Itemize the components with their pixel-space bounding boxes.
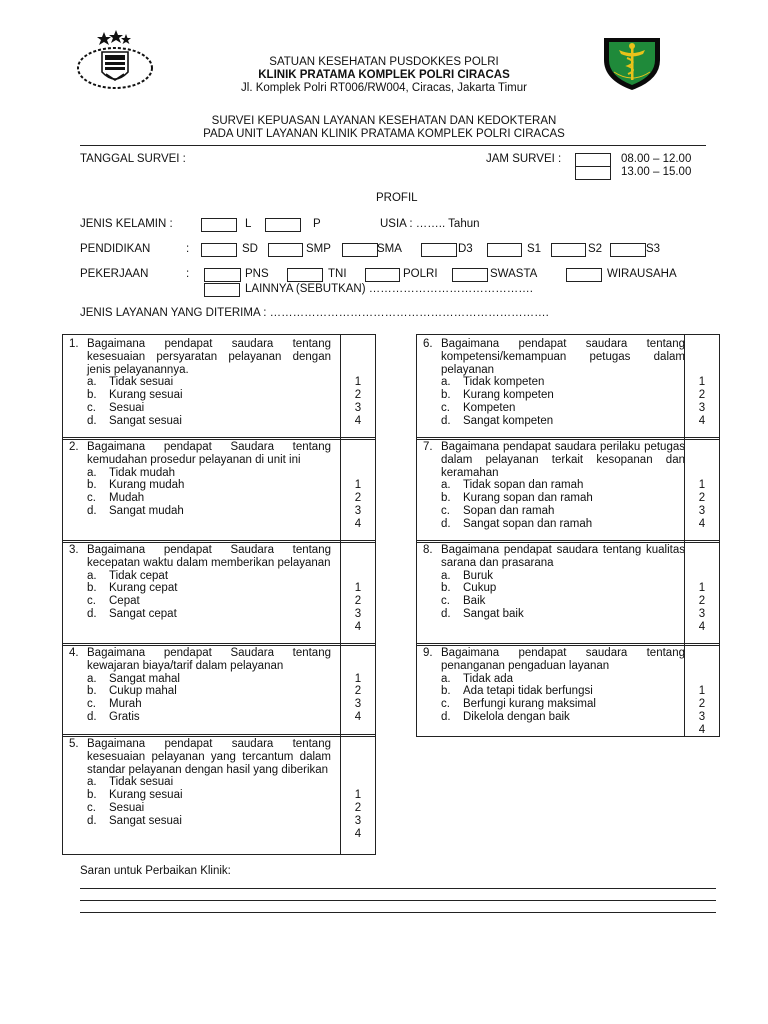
score-value[interactable]: 4 bbox=[698, 620, 706, 633]
gender-option-p: P bbox=[313, 218, 321, 230]
education-option-s3: S3 bbox=[646, 243, 661, 255]
score-column bbox=[684, 644, 719, 736]
question-number: 3. bbox=[69, 544, 79, 556]
option-letter: b. bbox=[87, 685, 97, 698]
age-field[interactable]: USIA : …….. Tahun bbox=[380, 218, 480, 230]
option-label: Sangat sesuai bbox=[109, 814, 182, 827]
education-option-sd: SD bbox=[242, 243, 258, 255]
score-value[interactable]: 4 bbox=[698, 517, 706, 530]
score-column bbox=[340, 438, 375, 542]
score-value[interactable]: 4 bbox=[698, 723, 706, 736]
option-label: Tidak cepat bbox=[109, 569, 169, 582]
option-label: Tidak sesuai bbox=[109, 376, 174, 389]
option-label: Cepat bbox=[109, 595, 140, 608]
option-letter: b. bbox=[87, 582, 97, 595]
job-option-wirausaha: WIRAUSAHA bbox=[607, 268, 677, 280]
question-number: 7. bbox=[423, 441, 433, 453]
option-label: Sopan dan ramah bbox=[463, 504, 555, 517]
answer-option[interactable] bbox=[423, 415, 685, 428]
option-label: Kurang sopan dan ramah bbox=[463, 492, 593, 505]
score-value[interactable]: 1 bbox=[698, 376, 706, 389]
answer-option[interactable] bbox=[69, 815, 331, 828]
option-letter: d. bbox=[441, 710, 451, 723]
answer-option[interactable] bbox=[69, 415, 331, 428]
score-value[interactable]: 3 bbox=[354, 504, 362, 517]
option-label: Kurang mudah bbox=[109, 479, 185, 492]
education-checkbox-sd[interactable] bbox=[201, 243, 237, 257]
option-letter: d. bbox=[441, 607, 451, 620]
answer-option[interactable] bbox=[423, 492, 685, 505]
answer-option[interactable] bbox=[423, 698, 685, 711]
option-letter: c. bbox=[441, 504, 450, 517]
header-line2: KLINIK PRATAMA KOMPLEK POLRI CIRACAS bbox=[258, 69, 510, 81]
option-label: Buruk bbox=[463, 569, 494, 582]
suggestion-label: Saran untuk Perbaikan Klinik: bbox=[80, 865, 231, 877]
question-number: 8. bbox=[423, 544, 433, 556]
score-value[interactable]: 4 bbox=[354, 827, 362, 840]
answer-option[interactable] bbox=[69, 802, 331, 815]
score-column bbox=[684, 541, 719, 645]
question-box bbox=[62, 734, 376, 855]
question-text: Bagaimana pendapat saudara tentang penanganan pengaduan layanan bbox=[441, 647, 685, 672]
answer-option[interactable] bbox=[423, 673, 685, 686]
gender-label: JENIS KELAMIN : bbox=[80, 218, 173, 230]
option-label: Sangat sesuai bbox=[109, 414, 182, 427]
time-checkbox-1[interactable] bbox=[575, 153, 611, 167]
option-label: Baik bbox=[463, 595, 486, 608]
option-letter: c. bbox=[441, 698, 450, 711]
score-value[interactable]: 2 bbox=[354, 389, 362, 402]
score-value[interactable]: 4 bbox=[698, 414, 706, 427]
option-letter: b. bbox=[441, 685, 451, 698]
answer-option[interactable] bbox=[423, 570, 685, 583]
option-label: Sesuai bbox=[109, 401, 145, 414]
question-text: Bagaimana pendapat saudara tentang kompetensi/kemampuan petugas dalam pelayanan bbox=[441, 338, 685, 376]
education-option-d3: D3 bbox=[458, 243, 473, 255]
option-label: Ada tetapi tidak berfungsi bbox=[463, 685, 593, 698]
score-column bbox=[684, 438, 719, 542]
answer-option[interactable] bbox=[69, 389, 331, 402]
job-colon: : bbox=[186, 268, 190, 280]
time-option-2: 13.00 – 15.00 bbox=[621, 166, 692, 178]
option-letter: c. bbox=[441, 401, 450, 414]
option-label: Dikelola dengan baik bbox=[463, 710, 570, 723]
option-letter: a. bbox=[87, 466, 97, 479]
score-value[interactable]: 1 bbox=[354, 376, 362, 389]
answer-option[interactable] bbox=[423, 479, 685, 492]
score-value[interactable]: 1 bbox=[698, 582, 706, 595]
job-checkbox-swasta[interactable] bbox=[452, 268, 488, 282]
option-label: Kurang sesuai bbox=[109, 789, 183, 802]
education-checkbox-smp[interactable] bbox=[268, 243, 303, 257]
score-value[interactable]: 4 bbox=[354, 620, 362, 633]
question-number: 9. bbox=[423, 647, 433, 659]
answer-option[interactable] bbox=[69, 711, 331, 724]
score-column bbox=[340, 541, 375, 645]
score-column bbox=[340, 735, 375, 854]
time-option-1: 08.00 – 12.00 bbox=[621, 153, 692, 165]
option-label: Tidak kompeten bbox=[463, 376, 545, 389]
option-label: Kurang kompeten bbox=[463, 389, 554, 402]
title-line1: SURVEI KEPUASAN LAYANAN KESEHATAN DAN KEDOKTERAN bbox=[211, 115, 557, 127]
answer-option[interactable] bbox=[69, 685, 331, 698]
question-text: Bagaimana pendapat Saudara tentang kecepatan waktu dalam memberikan pelayanan bbox=[87, 544, 331, 569]
question-box bbox=[62, 643, 376, 737]
answer-option[interactable] bbox=[69, 376, 331, 389]
score-value[interactable]: 3 bbox=[698, 710, 706, 723]
question-box bbox=[416, 540, 720, 646]
answer-option[interactable] bbox=[69, 505, 331, 518]
score-column bbox=[340, 335, 375, 439]
time-checkbox-2[interactable] bbox=[575, 166, 611, 180]
answer-option[interactable] bbox=[69, 582, 331, 595]
question-box bbox=[416, 334, 720, 440]
answer-option[interactable] bbox=[69, 698, 331, 711]
option-letter: a. bbox=[441, 479, 451, 492]
answer-option[interactable] bbox=[69, 595, 331, 608]
option-label: Sangat mudah bbox=[109, 504, 184, 517]
option-label: Kompeten bbox=[463, 401, 516, 414]
answer-option[interactable] bbox=[69, 492, 331, 505]
job-checkbox-wirausaha[interactable] bbox=[566, 268, 602, 282]
answer-option[interactable] bbox=[69, 608, 331, 621]
job-option-swasta: SWASTA bbox=[490, 268, 538, 280]
option-label: Berfungi kurang maksimal bbox=[463, 698, 596, 711]
score-value[interactable]: 4 bbox=[354, 710, 362, 723]
education-checkbox-s3[interactable] bbox=[610, 243, 646, 257]
option-letter: b. bbox=[87, 789, 97, 802]
option-label: Tidak mudah bbox=[109, 466, 176, 479]
option-letter: a. bbox=[441, 376, 451, 389]
header-line1: SATUAN KESEHATAN PUSDOKKES POLRI bbox=[269, 56, 499, 68]
score-value[interactable]: 2 bbox=[698, 698, 706, 711]
option-letter: d. bbox=[87, 814, 97, 827]
answer-option[interactable] bbox=[423, 595, 685, 608]
option-letter: d. bbox=[441, 414, 451, 427]
job-checkbox-other[interactable] bbox=[204, 283, 240, 297]
suggestion-line[interactable] bbox=[80, 900, 716, 901]
score-value[interactable]: 2 bbox=[354, 595, 362, 608]
job-checkbox-polri[interactable] bbox=[365, 268, 400, 282]
score-value[interactable]: 2 bbox=[698, 492, 706, 505]
score-value[interactable]: 2 bbox=[698, 389, 706, 402]
job-option-other[interactable]: LAINNYA (SEBUTKAN) ……………………………………. bbox=[245, 283, 533, 295]
score-value[interactable]: 2 bbox=[354, 685, 362, 698]
answer-option[interactable] bbox=[69, 479, 331, 492]
answer-option[interactable] bbox=[423, 389, 685, 402]
score-value[interactable]: 3 bbox=[698, 401, 706, 414]
education-option-s2: S2 bbox=[588, 243, 603, 255]
option-letter: d. bbox=[87, 504, 97, 517]
score-value[interactable]: 2 bbox=[698, 595, 706, 608]
job-option-tni: TNI bbox=[328, 268, 347, 280]
option-letter: c. bbox=[87, 698, 96, 711]
score-value[interactable]: 3 bbox=[698, 607, 706, 620]
answer-option[interactable] bbox=[423, 518, 685, 531]
score-value[interactable]: 3 bbox=[354, 698, 362, 711]
gender-checkbox-p[interactable] bbox=[265, 218, 301, 232]
profile-heading: PROFIL bbox=[376, 192, 418, 204]
score-value[interactable]: 1 bbox=[354, 582, 362, 595]
question-number: 6. bbox=[423, 338, 433, 350]
option-label: Sangat baik bbox=[463, 607, 524, 620]
answer-option[interactable] bbox=[69, 789, 331, 802]
answer-option[interactable] bbox=[423, 685, 685, 698]
option-letter: a. bbox=[87, 376, 97, 389]
option-label: Sesuai bbox=[109, 801, 145, 814]
job-checkbox-pns[interactable] bbox=[204, 268, 241, 282]
education-option-s1: S1 bbox=[527, 243, 542, 255]
option-label: Cukup mahal bbox=[109, 685, 177, 698]
option-label: Sangat sopan dan ramah bbox=[463, 517, 593, 530]
option-label: Murah bbox=[109, 698, 142, 711]
answer-option[interactable] bbox=[423, 505, 685, 518]
option-letter: c. bbox=[87, 492, 96, 505]
question-number: 1. bbox=[69, 338, 79, 350]
option-label: Sangat mahal bbox=[109, 672, 180, 685]
score-value[interactable]: 3 bbox=[354, 401, 362, 414]
option-letter: c. bbox=[87, 595, 96, 608]
education-label: PENDIDIKAN bbox=[80, 243, 151, 255]
option-label: Tidak sesuai bbox=[109, 776, 174, 789]
score-value[interactable]: 3 bbox=[354, 607, 362, 620]
answer-option[interactable] bbox=[423, 582, 685, 595]
option-label: Sangat kompeten bbox=[463, 414, 554, 427]
option-letter: a. bbox=[87, 569, 97, 582]
answer-option[interactable] bbox=[69, 402, 331, 415]
option-letter: b. bbox=[441, 492, 451, 505]
education-checkbox-s1[interactable] bbox=[487, 243, 522, 257]
question-text: Bagaimana pendapat saudara tentang kualitas sarana dan prasarana bbox=[441, 544, 685, 569]
answer-option[interactable] bbox=[69, 776, 331, 789]
option-label: Kurang cepat bbox=[109, 582, 178, 595]
option-label: Tidak sopan dan ramah bbox=[463, 479, 584, 492]
job-label: PEKERJAAN bbox=[80, 268, 149, 280]
question-box bbox=[62, 540, 376, 646]
option-letter: c. bbox=[87, 801, 96, 814]
option-label: Gratis bbox=[109, 710, 140, 723]
education-option-sma: SMA bbox=[377, 243, 402, 255]
option-letter: d. bbox=[87, 710, 97, 723]
option-letter: a. bbox=[441, 672, 451, 685]
title-divider bbox=[80, 145, 706, 146]
answer-option[interactable] bbox=[423, 608, 685, 621]
title-line2: PADA UNIT LAYANAN KLINIK PRATAMA KOMPLEK POLRI CIRACAS bbox=[203, 128, 565, 140]
option-letter: c. bbox=[441, 595, 450, 608]
question-box bbox=[416, 437, 720, 543]
gender-checkbox-l[interactable] bbox=[201, 218, 237, 232]
answer-option[interactable] bbox=[69, 467, 331, 480]
option-letter: a. bbox=[441, 569, 451, 582]
option-letter: d. bbox=[87, 607, 97, 620]
answer-option[interactable] bbox=[423, 402, 685, 415]
question-text: Bagaimana pendapat saudara tentang kesesuaian pelayanan yang tercantum dalam standar pelayanan dengan hasil yang diberikan bbox=[87, 738, 331, 776]
score-value[interactable]: 1 bbox=[354, 479, 362, 492]
question-number: 5. bbox=[69, 738, 79, 750]
job-checkbox-tni[interactable] bbox=[287, 268, 323, 282]
score-value[interactable]: 2 bbox=[354, 492, 362, 505]
score-value[interactable]: 1 bbox=[354, 789, 362, 802]
answer-option[interactable] bbox=[423, 711, 685, 724]
service-type-field[interactable]: JENIS LAYANAN YANG DITERIMA : ………………………………………………………………. bbox=[80, 307, 549, 319]
score-value[interactable]: 1 bbox=[698, 479, 706, 492]
score-value[interactable]: 3 bbox=[354, 814, 362, 827]
answer-option[interactable] bbox=[69, 673, 331, 686]
question-number: 4. bbox=[69, 647, 79, 659]
education-checkbox-sma[interactable] bbox=[342, 243, 378, 257]
option-label: Mudah bbox=[109, 492, 145, 505]
option-label: Sangat cepat bbox=[109, 607, 177, 620]
question-number: 2. bbox=[69, 441, 79, 453]
score-column bbox=[684, 335, 719, 439]
education-colon: : bbox=[186, 243, 190, 255]
question-text: Bagaimana pendapat saudara tentang kesesuaian persyaratan pelayanan dengan jenis pelayanannya. bbox=[87, 338, 331, 376]
gender-option-l: L bbox=[245, 218, 252, 230]
score-value[interactable]: 3 bbox=[698, 504, 706, 517]
option-letter: d. bbox=[87, 414, 97, 427]
score-value[interactable]: 4 bbox=[354, 414, 362, 427]
score-value[interactable]: 1 bbox=[354, 672, 362, 685]
job-option-pns: PNS bbox=[245, 268, 269, 280]
option-letter: b. bbox=[87, 479, 97, 492]
education-option-smp: SMP bbox=[306, 243, 331, 255]
option-label: Cukup bbox=[463, 582, 497, 595]
option-letter: a. bbox=[87, 672, 97, 685]
survey-date-label: TANGGAL SURVEI : bbox=[80, 153, 186, 165]
suggestion-line[interactable] bbox=[80, 912, 716, 913]
survey-time-label: JAM SURVEI : bbox=[486, 153, 562, 165]
answer-option[interactable] bbox=[423, 376, 685, 389]
score-value[interactable]: 2 bbox=[354, 801, 362, 814]
question-box bbox=[62, 437, 376, 543]
option-letter: b. bbox=[87, 389, 97, 402]
question-text: Bagaimana pendapat Saudara tentang kemudahan prosedur pelayanan di unit ini bbox=[87, 441, 331, 466]
option-label: Tidak ada bbox=[463, 672, 514, 685]
question-box bbox=[62, 334, 376, 440]
score-column bbox=[340, 644, 375, 736]
question-text: Bagaimana pendapat Saudara tentang kewajaran biaya/tarif dalam pelayanan bbox=[87, 647, 331, 672]
suggestion-line[interactable] bbox=[80, 888, 716, 889]
answer-option[interactable] bbox=[69, 570, 331, 583]
option-letter: d. bbox=[441, 517, 451, 530]
question-box bbox=[416, 643, 720, 737]
option-label: Kurang sesuai bbox=[109, 389, 183, 402]
score-value[interactable]: 1 bbox=[698, 685, 706, 698]
education-checkbox-s2[interactable] bbox=[551, 243, 586, 257]
question-text: Bagaimana pendapat saudara perilaku petugas dalam pelayanan terkait kesopanan dan keramahan bbox=[441, 441, 685, 479]
education-checkbox-d3[interactable] bbox=[421, 243, 457, 257]
score-value[interactable]: 4 bbox=[354, 517, 362, 530]
option-letter: c. bbox=[87, 401, 96, 414]
option-letter: b. bbox=[441, 389, 451, 402]
option-letter: b. bbox=[441, 582, 451, 595]
header-line3: Jl. Komplek Polri RT006/RW004, Ciracas, Jakarta Timur bbox=[241, 82, 527, 94]
option-letter: a. bbox=[87, 776, 97, 789]
job-option-polri: POLRI bbox=[403, 268, 438, 280]
